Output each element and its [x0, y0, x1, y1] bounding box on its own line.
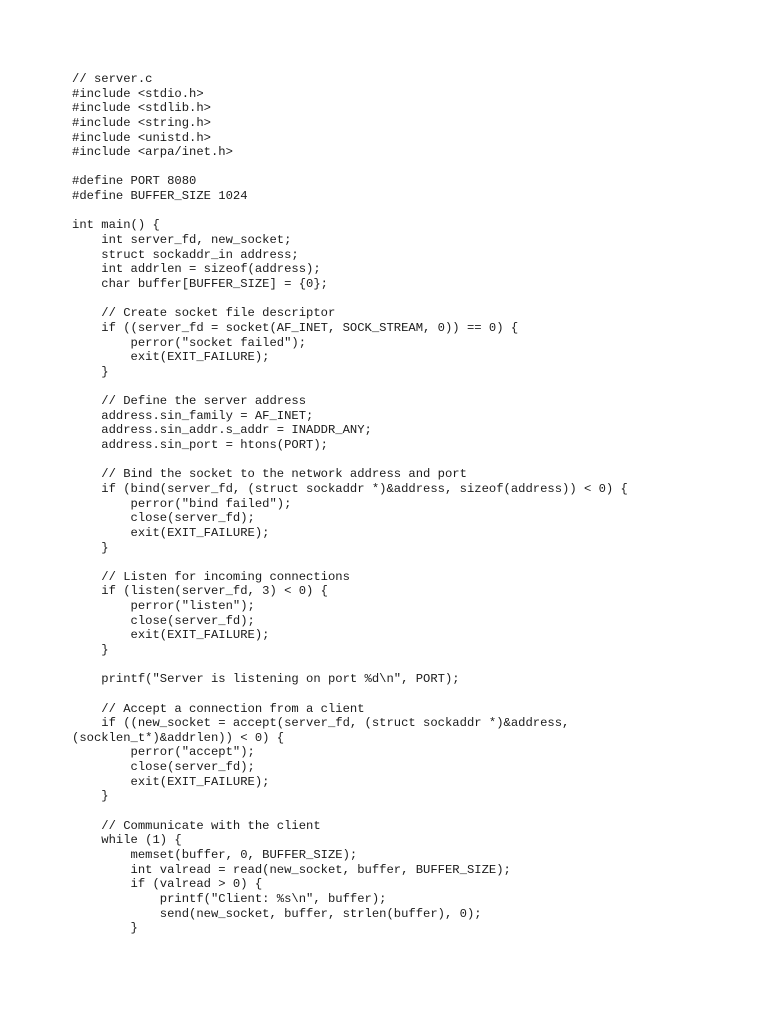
code-line: if (listen(server_fd, 3) < 0) { [72, 584, 328, 599]
code-line: printf("Server is listening on port %d\n", PORT); [72, 672, 460, 687]
code-line: // Accept a connection from a client [72, 701, 365, 716]
code-line: // Bind the socket to the network address and port [72, 467, 467, 482]
code-listing [72, 72, 752, 936]
code-line: } [72, 540, 109, 555]
code-line: } [72, 642, 109, 657]
code-line: close(server_fd); [72, 613, 255, 628]
code-line: close(server_fd); [72, 511, 255, 526]
code-line: // server.c [72, 72, 153, 86]
code-line: send(new_socket, buffer, strlen(buffer), 0); [72, 906, 482, 921]
code-line: address.sin_port = htons(PORT); [72, 438, 328, 453]
code-line: // Listen for incoming connections [72, 569, 350, 584]
code-line: #include <unistd.h> [72, 130, 211, 145]
code-line: int main() { [72, 218, 160, 233]
code-line: int server_fd, new_socket; [72, 233, 292, 248]
code-line: printf("Client: %s\n", buffer); [72, 891, 387, 906]
code-line: exit(EXIT_FAILURE); [72, 774, 270, 789]
code-line [72, 687, 752, 702]
code-line: address.sin_addr.s_addr = INADDR_ANY; [72, 423, 372, 438]
code-line: struct sockaddr_in address; [72, 247, 299, 262]
code-line: if ((new_socket = accept(server_fd, (struct sockaddr *)&address, [72, 716, 570, 731]
code-line [72, 379, 752, 394]
code-line: #define BUFFER_SIZE 1024 [72, 189, 248, 204]
code-line: memset(buffer, 0, BUFFER_SIZE); [72, 847, 358, 862]
code-line: close(server_fd); [72, 760, 255, 775]
code-line [72, 204, 752, 219]
code-line: // Define the server address [72, 394, 307, 409]
code-line: #define PORT 8080 [72, 174, 197, 189]
code-line: } [72, 789, 109, 804]
code-line: perror("socket failed"); [72, 335, 307, 350]
code-line [72, 453, 752, 468]
code-line [72, 292, 752, 307]
code-line: perror("bind failed"); [72, 496, 292, 511]
code-line: // Communicate with the client [72, 818, 321, 833]
code-line: exit(EXIT_FAILURE); [72, 350, 270, 365]
code-line: } [72, 364, 109, 379]
code-line: // Create socket file descriptor [72, 306, 336, 321]
code-line [72, 555, 752, 570]
code-line: if (valread > 0) { [72, 877, 263, 892]
code-line: #include <string.h> [72, 115, 211, 130]
code-line: #include <stdio.h> [72, 86, 204, 101]
code-line [72, 658, 752, 673]
code-line: char buffer[BUFFER_SIZE] = {0}; [72, 276, 328, 291]
code-line: while (1) { [72, 833, 182, 848]
code-line: if ((server_fd = socket(AF_INET, SOCK_STREAM, 0)) == 0) { [72, 320, 519, 335]
code-line: (socklen_t*)&addrlen)) < 0) { [72, 730, 285, 745]
code-line [72, 160, 752, 175]
code-line: int addrlen = sizeof(address); [72, 262, 321, 277]
code-line: if (bind(server_fd, (struct sockaddr *)&address, sizeof(address)) < 0) { [72, 481, 628, 496]
code-line: #include <stdlib.h> [72, 101, 211, 116]
code-line: exit(EXIT_FAILURE); [72, 628, 270, 643]
code-line: int valread = read(new_socket, buffer, BUFFER_SIZE); [72, 862, 511, 877]
code-line: } [72, 921, 138, 936]
code-line: exit(EXIT_FAILURE); [72, 525, 270, 540]
code-line: perror("accept"); [72, 745, 255, 760]
code-line: perror("listen"); [72, 599, 255, 614]
code-line [72, 804, 752, 819]
code-line: address.sin_family = AF_INET; [72, 408, 314, 423]
code-line: #include <arpa/inet.h> [72, 145, 233, 160]
